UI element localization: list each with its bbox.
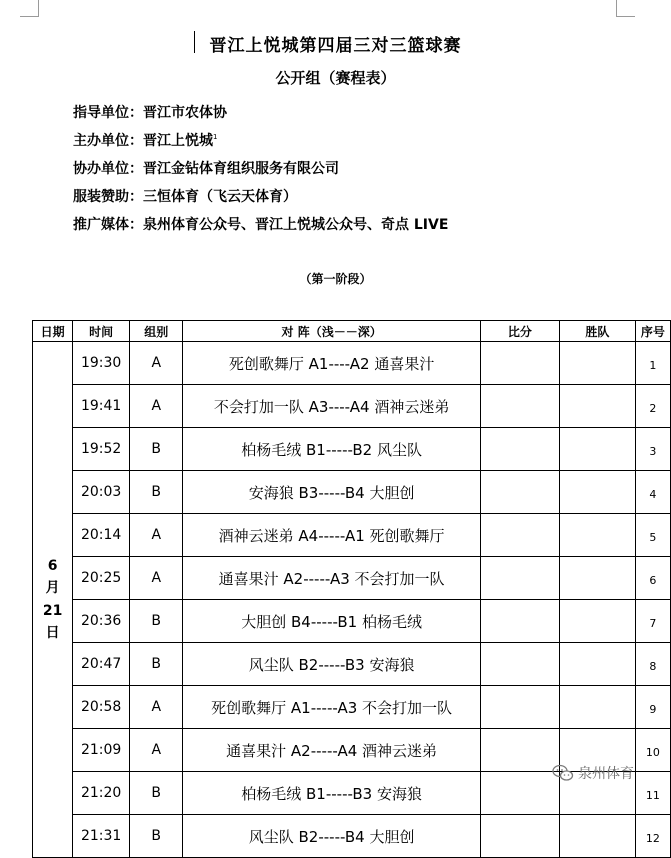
winner-cell [560, 385, 636, 428]
time-cell: 19:52 [73, 428, 130, 471]
time-cell: 20:58 [73, 686, 130, 729]
match-cell: 通喜果汁 A2-----A3 不会打加一队 [183, 557, 480, 600]
score-cell [480, 471, 559, 514]
winner-cell [560, 514, 636, 557]
time-cell: 21:09 [73, 729, 130, 772]
document-subtitle: 公开组（赛程表） [275, 69, 396, 87]
seq-cell: 9 [635, 686, 670, 729]
header-group: 组别 [129, 321, 183, 342]
group-cell: B [129, 471, 183, 514]
organizer-label: 推广媒体： [73, 217, 143, 233]
winner-cell [560, 428, 636, 471]
seq-cell: 11 [635, 772, 670, 815]
winner-cell [560, 600, 636, 643]
organizer-line [73, 186, 297, 206]
seq-cell: 4 [635, 471, 670, 514]
winner-cell [560, 342, 636, 385]
score-cell [480, 342, 559, 385]
table-row [33, 428, 671, 471]
organizer-line [73, 158, 339, 178]
group-cell: B [129, 772, 183, 815]
group-cell: A [129, 686, 183, 729]
organizer-line [73, 102, 227, 122]
seq-cell: 8 [635, 643, 670, 686]
match-cell: 通喜果汁 A2-----A4 酒神云迷弟 [183, 729, 480, 772]
time-cell: 19:41 [73, 385, 130, 428]
winner-cell [560, 815, 636, 858]
header-seq: 序号 [635, 321, 670, 342]
organizer-value: 三恒体育（飞云天体育） [143, 189, 297, 205]
table-row [33, 514, 671, 557]
match-cell: 酒神云迷弟 A4-----A1 死创歌舞厅 [183, 514, 480, 557]
group-cell: A [129, 557, 183, 600]
date-part: 月 [45, 580, 60, 597]
match-cell: 大胆创 B4-----B1 柏杨毛绒 [183, 600, 480, 643]
time-cell: 20:14 [73, 514, 130, 557]
header-score: 比分 [480, 321, 559, 342]
header-winner: 胜队 [560, 321, 636, 342]
table-row [33, 385, 671, 428]
seq-cell: 12 [635, 815, 670, 858]
score-cell [480, 557, 559, 600]
group-cell: B [129, 815, 183, 858]
winner-cell [560, 686, 636, 729]
match-cell: 柏杨毛绒 B1-----B3 安海狼 [183, 772, 480, 815]
seq-cell: 6 [635, 557, 670, 600]
organizer-value: 泉州体育公众号、晋江上悦城公众号、奇点 LIVE [143, 217, 449, 233]
header-match: 对 阵（浅－－深） [183, 321, 480, 342]
time-cell: 21:31 [73, 815, 130, 858]
organizer-value: 晋江上悦城 [143, 133, 213, 149]
organizer-line [73, 214, 448, 234]
seq-cell: 2 [635, 385, 670, 428]
seq-cell: 3 [635, 428, 670, 471]
footnote-mark: 1 [213, 133, 218, 141]
match-cell: 死创歌舞厅 A1----A2 通喜果汁 [183, 342, 480, 385]
match-cell: 柏杨毛绒 B1-----B2 风尘队 [183, 428, 480, 471]
time-cell: 20:25 [73, 557, 130, 600]
score-cell [480, 385, 559, 428]
time-cell: 21:20 [73, 772, 130, 815]
table-row [33, 643, 671, 686]
header-date: 日期 [33, 321, 73, 342]
group-cell: A [129, 342, 183, 385]
table-row [33, 557, 671, 600]
document-title: 晋江上悦城第四届三对三篮球赛 [209, 36, 462, 56]
score-cell [480, 729, 559, 772]
organizer-label: 服装赞助： [73, 189, 143, 205]
date-cell [33, 342, 73, 858]
table-row [33, 600, 671, 643]
match-cell: 死创歌舞厅 A1-----A3 不会打加一队 [183, 686, 480, 729]
seq-cell: 1 [635, 342, 670, 385]
table-row [33, 815, 671, 858]
group-cell: B [129, 643, 183, 686]
score-cell [480, 815, 559, 858]
organizer-line [73, 130, 217, 150]
score-cell [480, 772, 559, 815]
organizer-value: 晋江金钻体育组织服务有限公司 [143, 161, 339, 177]
organizer-label: 主办单位： [73, 133, 143, 149]
time-cell: 20:47 [73, 643, 130, 686]
time-cell: 19:30 [73, 342, 130, 385]
watermark [552, 763, 634, 783]
date-part: 6 [47, 557, 58, 574]
time-cell: 20:03 [73, 471, 130, 514]
match-cell: 风尘队 B2-----B3 安海狼 [183, 643, 480, 686]
table-header-row [33, 321, 671, 342]
winner-cell [560, 557, 636, 600]
header-time: 时间 [73, 321, 130, 342]
page-corner-mark-left [20, 0, 39, 17]
time-cell: 20:36 [73, 600, 130, 643]
score-cell [480, 686, 559, 729]
stage-label: （第一阶段） [299, 272, 372, 286]
date-part: 21 [42, 602, 63, 619]
table-row [33, 686, 671, 729]
score-cell [480, 600, 559, 643]
date-part: 日 [45, 624, 60, 641]
score-cell [480, 643, 559, 686]
table-row [33, 342, 671, 385]
watermark-text: 泉州体育 [578, 766, 634, 782]
group-cell: B [129, 600, 183, 643]
match-cell: 安海狼 B3-----B4 大胆创 [183, 471, 480, 514]
match-cell: 不会打加一队 A3----A4 酒神云迷弟 [183, 385, 480, 428]
group-cell: B [129, 428, 183, 471]
organizer-label: 协办单位： [73, 161, 143, 177]
winner-cell [560, 471, 636, 514]
seq-cell: 5 [635, 514, 670, 557]
score-cell [480, 428, 559, 471]
page-corner-mark-right [616, 0, 635, 17]
organizer-label: 指导单位： [73, 105, 143, 121]
seq-cell: 7 [635, 600, 670, 643]
group-cell: A [129, 729, 183, 772]
wechat-icon [552, 764, 574, 782]
match-cell: 风尘队 B2-----B4 大胆创 [183, 815, 480, 858]
winner-cell [560, 643, 636, 686]
seq-cell: 10 [635, 729, 670, 772]
group-cell: A [129, 514, 183, 557]
group-cell: A [129, 385, 183, 428]
organizer-value: 晋江市农体协 [143, 105, 227, 121]
table-row [33, 471, 671, 514]
score-cell [480, 514, 559, 557]
